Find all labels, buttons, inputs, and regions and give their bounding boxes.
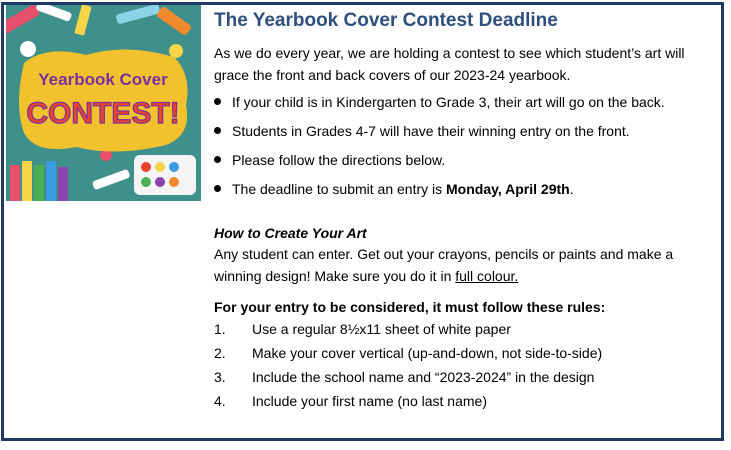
bullet-dot-icon	[214, 185, 221, 192]
intro-paragraph: As we do every year, we are holding a contest to see which student’s art will grace the front and back covers of our 2023-24 yearbook.	[214, 45, 685, 83]
bullet-dot-icon	[214, 98, 221, 105]
rules-heading: For your entry to be considered, it must follow these rules:	[214, 299, 606, 315]
art-title-line1: Yearbook Cover	[38, 70, 168, 89]
rule-item: 2. Make your cover vertical (up-and-down, not side-to-side)	[214, 345, 603, 361]
bullet-item: Please follow the directions below.	[214, 149, 714, 178]
bullet-item: If your child is in Kindergarten to Grade 3, their art will go on the back.	[214, 91, 714, 120]
bullet-dot-icon	[214, 156, 221, 163]
how-to-heading: How to Create Your Art	[214, 225, 367, 241]
how-to-paragraph: Any student can enter. Get out your crayons, pencils or paints and make a winning design! Make sure you do it in full colour.	[214, 246, 674, 284]
rule-item: 1. Use a regular 8½x11 sheet of white paper	[214, 321, 511, 337]
rules-list	[214, 319, 714, 415]
deadline-date: Monday, April 29th	[446, 181, 570, 197]
rule-item: 4. Include your first name (no last name)	[214, 393, 487, 409]
full-colour-emphasis: full colour.	[455, 268, 519, 284]
info-bullet-list	[214, 91, 714, 207]
article-body	[214, 8, 714, 415]
bullet-dot-icon	[214, 127, 221, 134]
deadline-bullet: The deadline to submit an entry is Monday, April 29th.	[214, 178, 714, 207]
rule-item: 3. Include the school name and “2023-2024” in the design	[214, 369, 595, 385]
art-title-line2: CONTEST!	[26, 97, 180, 130]
contest-illustration	[6, 5, 201, 201]
article-title: The Yearbook Cover Contest Deadline	[214, 10, 558, 31]
bullet-item: Students in Grades 4-7 will have their winning entry on the front.	[214, 120, 714, 149]
